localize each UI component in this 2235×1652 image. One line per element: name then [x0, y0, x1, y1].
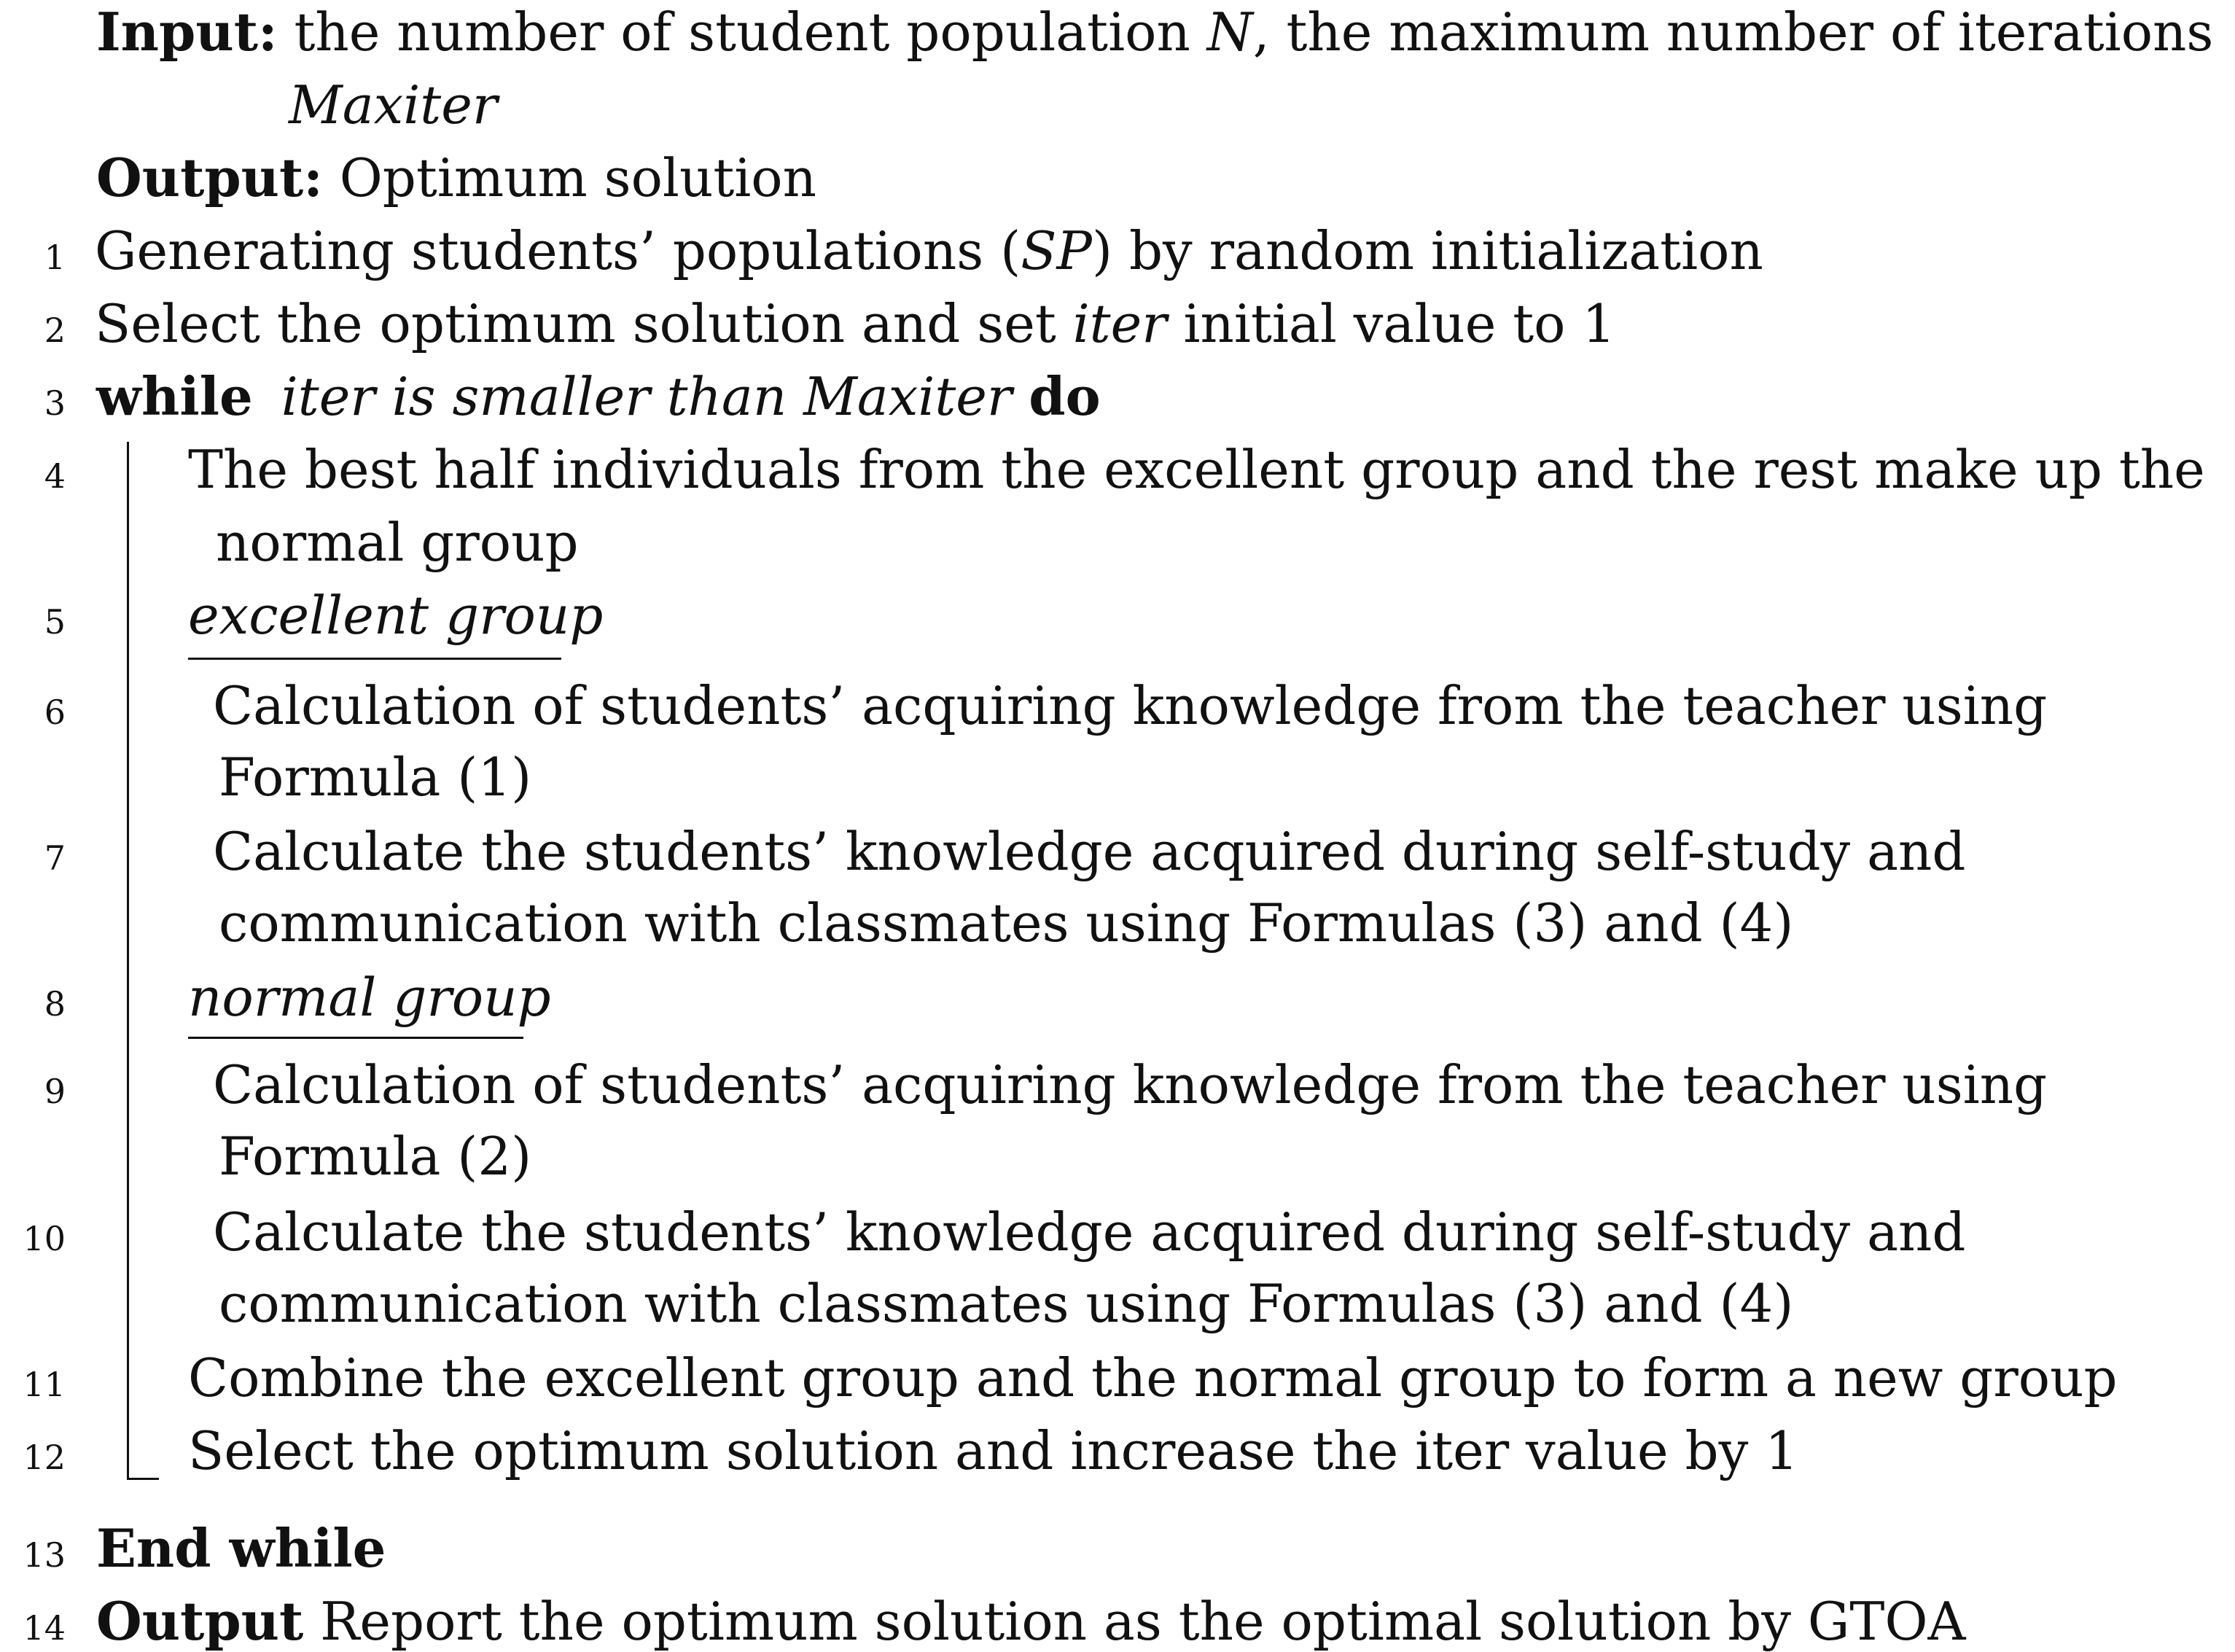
normal-group-underline	[188, 1037, 523, 1039]
line-5-excellent-group: excellent group	[188, 585, 604, 646]
line-number-6: 6	[44, 693, 66, 732]
output-label: Output:	[96, 147, 323, 209]
line-4-text-cont: normal group	[216, 512, 579, 573]
line-3	[96, 365, 1101, 427]
line-number-14: 14	[23, 1608, 66, 1648]
input-label: Input:	[96, 1, 278, 63]
line-2-text-cont: initial value to 1	[1166, 293, 1616, 354]
line-9-text-cont: Formula (2)	[219, 1126, 532, 1187]
line-number-11: 11	[23, 1365, 66, 1404]
line-number-9: 9	[44, 1072, 66, 1111]
line-6-text-cont: Formula (1)	[219, 747, 532, 808]
line-8-normal-group: normal group	[188, 967, 551, 1028]
line-2-var: iter	[1072, 293, 1167, 354]
line-number-2: 2	[44, 311, 66, 350]
line-6-text: Calculation of students’ acquiring knowledge from the teacher using	[213, 675, 2048, 736]
line-10-text-cont: communication with classmates using Formulas (3) and (4)	[219, 1273, 1794, 1334]
input-text-cont: , the maximum number of iterations	[1252, 1, 2214, 63]
line-11-text: Combine the excellent group and the normal group to form a new group	[188, 1347, 2118, 1409]
keyword-do: do	[1029, 365, 1101, 427]
output-text: Optimum solution	[322, 147, 817, 209]
loop-bracket-vertical	[127, 442, 129, 1480]
line-2-text: Select the optimum solution and set	[95, 293, 1073, 354]
line-10-text: Calculate the students’ knowledge acquired during self-study and	[213, 1201, 1966, 1263]
line-9-text: Calculation of students’ acquiring knowledge from the teacher using	[213, 1054, 2048, 1115]
while-condition: iter is smaller than Maxiter	[281, 366, 1013, 427]
line-number-4: 4	[44, 456, 66, 496]
line-14	[96, 1590, 1966, 1652]
line-1-text: Generating students’ populations (	[95, 220, 1021, 281]
line-1-var: SP	[1021, 220, 1092, 281]
line-number-7: 7	[44, 838, 66, 878]
line-2	[95, 293, 1616, 354]
excellent-group-underline	[188, 658, 561, 660]
line-number-3: 3	[44, 383, 66, 423]
line-12-text: Select the optimum solution and increase the iter value by 1	[188, 1420, 1799, 1481]
line-number-13: 13	[23, 1535, 66, 1575]
line-number-8: 8	[44, 984, 66, 1024]
keyword-while: while	[96, 365, 253, 427]
loop-bracket-foot	[127, 1478, 159, 1480]
line-14-text: Report the optimum solution as the optimal solution by GTOA	[303, 1591, 1966, 1652]
algorithm-output-header	[96, 147, 817, 209]
line-number-12: 12	[23, 1438, 66, 1477]
input-var-maxiter: Maxiter	[289, 74, 498, 136]
line-1-text-cont: ) by random initialization	[1091, 220, 1763, 281]
input-text: the number of student population	[294, 1, 1207, 63]
keyword-output: Output	[96, 1590, 304, 1652]
line-7-text-cont: communication with classmates using Formulas (3) and (4)	[219, 892, 1794, 954]
line-4-text: The best half individuals from the excellent group and the rest make up the	[188, 439, 2205, 500]
line-7-text: Calculate the students’ knowledge acquired during self-study and	[213, 821, 1966, 882]
line-number-1: 1	[44, 238, 66, 277]
line-number-5: 5	[44, 602, 66, 642]
input-var-n: N	[1206, 1, 1253, 63]
line-1	[95, 220, 1763, 281]
keyword-end-while: End while	[96, 1517, 386, 1579]
algorithm-input	[96, 1, 2214, 63]
line-number-10: 10	[23, 1219, 66, 1258]
